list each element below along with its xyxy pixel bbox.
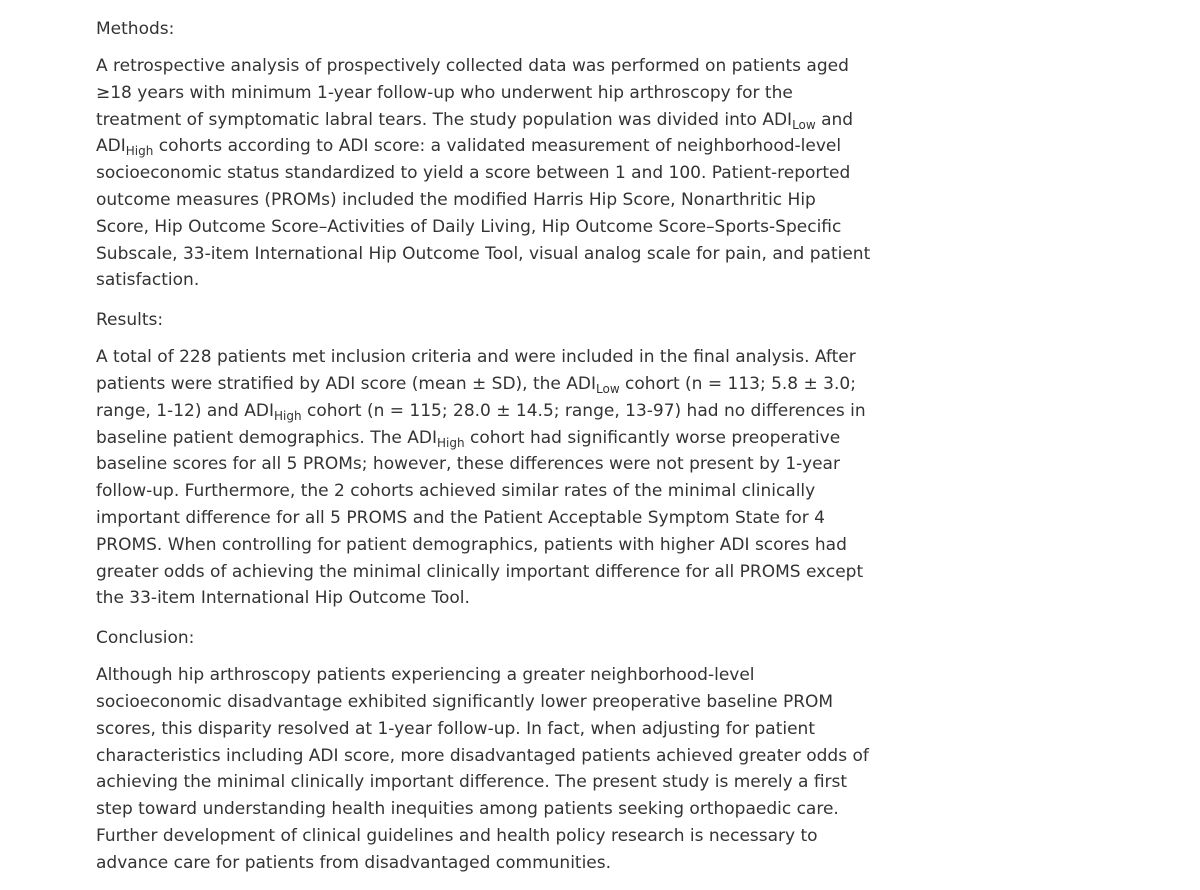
methods-text-part: A retrospective analysis of prospectively collected data was performed on patients aged ≥18 years with minimum 1-year follow-up who underwent hip arthroscopy for the treatment of symptomatic labral tears. The study population was divided into ADI xyxy=(96,56,849,130)
results-text-part: A total of 228 patients met inclusion criteria and were included in the final analysis. After patients were stratified by ADI score (mean ± SD), the ADI xyxy=(96,347,856,394)
methods-heading: Methods: xyxy=(96,19,175,39)
results-text-part: cohort had significantly worse preoperative baseline scores for all 5 PROMs; however, these differences were not present by 1-year follow-up. Furthermore, the 2 cohorts achieved similar rates of the minimal clinically important difference for all 5 PROMS and the Patient Acceptable Symptom State for 4 PROMS. When controlling for patient demographics, patients with higher ADI scores had greater odds of achieving the minimal clinically important difference for all PROMS except the 33-item International Hip Outcome Tool. xyxy=(96,427,864,609)
methods-text-part: cohorts according to ADI score: a validated measurement of neighborhood-level socioeconomic status standardized to yield a score between 1 and 100. Patient-reported outcome measures (PROMs) included the modified Harris Hip Score, Nonarthritic Hip Score, Hip Outcome Score–Activities of Daily Living, Hip Outcome Score–Sports-Specific Subscale, 33-item International Hip Outcome Tool, visual analog scale for pain, and patient satisfaction. xyxy=(96,136,871,291)
methods-text-part: and ADI xyxy=(96,109,854,157)
subscript-low: Low xyxy=(792,117,816,132)
abstract xyxy=(96,16,871,890)
results-text-part: cohort (n = 113; 5.8 ± 3.0; range, 1-12) and ADI xyxy=(96,373,856,421)
results-text-part: cohort (n = 115; 28.0 ± 14.5; range, 13-97) had no differences in baseline patient demographics. The ADI xyxy=(96,400,866,448)
subscript-high: High xyxy=(273,408,302,423)
subscript-high: High xyxy=(125,144,154,159)
methods-text xyxy=(96,53,871,294)
conclusion-text: Although hip arthroscopy patients experiencing a greater neighborhood-level socioeconomic disadvantage exhibited significantly lower preoperative baseline PROM scores, this disparity resolved at 1-year follow-up. In fact, when adjusting for patient characteristics including ADI score, more disadvantaged patients achieved greater odds of achieving the minimal clinically important difference. The present study is merely a first step toward understanding health inequities among patients seeking orthopaedic care. Further development of clinical guidelines and health policy research is necessary to advance care for patients from disadvantaged communities. xyxy=(96,665,869,873)
conclusion-heading: Conclusion: xyxy=(96,628,195,649)
results-text xyxy=(96,344,871,612)
subscript-high: High xyxy=(436,435,465,450)
results-heading: Results: xyxy=(96,310,164,331)
subscript-low: Low xyxy=(596,381,620,396)
